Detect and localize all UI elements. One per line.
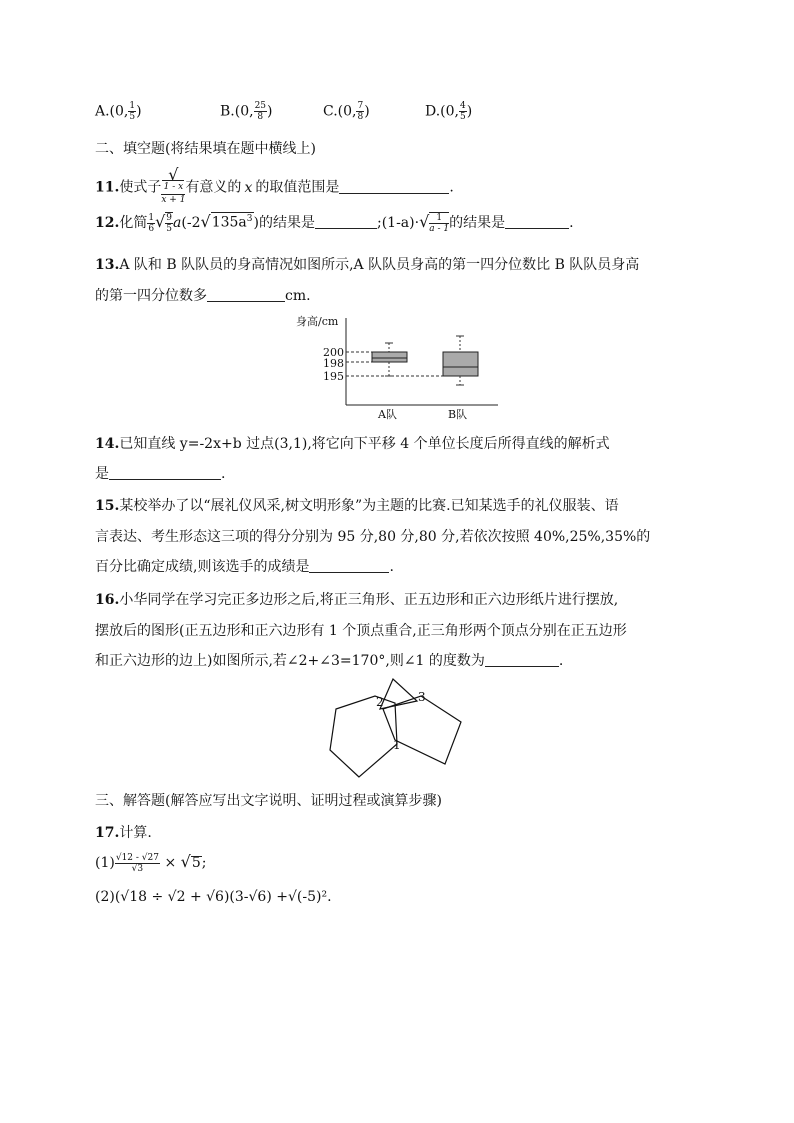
tick-200: 200 [323, 346, 344, 359]
option-a-label: A.(0, [95, 103, 129, 120]
q14-text: 是 [95, 466, 109, 482]
period: . [449, 179, 454, 196]
frac-den: 5 [129, 112, 136, 122]
frac-den: 8 [357, 112, 364, 122]
q16-text: 和正六边形的边上)如图所示,若∠2+∠3=170°,则∠1 的度数为 [95, 653, 485, 669]
q13-text: A 队和 B 队队员的身高情况如图所示,A 队队员身高的第一四分位数比 B 队队员身高 [119, 257, 640, 273]
section-3-heading: 三、解答题(解答应写出文字说明、证明过程或演算步骤) [95, 793, 442, 809]
question-number: 16. [95, 592, 120, 608]
q17-p1-fraction [115, 853, 160, 874]
option-b-frac [254, 101, 267, 122]
frac-num: 25 [254, 101, 267, 111]
angle-label-3: 3 [418, 690, 426, 704]
q14-text: 已知直线 y=-2x+b 过点(3,1),将它向下平移 4 个单位长度后所得直线的解析式 [119, 436, 610, 452]
frac-den: 6 [148, 223, 155, 234]
q11-var: x [244, 179, 253, 196]
q12-sep: ; [376, 215, 382, 231]
frac-num: √12 - √27 [115, 852, 159, 863]
question-number: 15. [95, 498, 120, 514]
q13-unit: cm. [285, 288, 311, 304]
question-number: 12. [95, 215, 120, 231]
q12-answer-blank-1[interactable] [315, 214, 377, 229]
q15-text: 某校举办了以“展礼仪风采,树文明形象”为主题的比赛.已知某选手的礼仪服装、语 [119, 498, 619, 514]
period: . [558, 653, 564, 669]
q11-radicand: 1 - x [163, 182, 184, 192]
q15-answer-blank[interactable] [309, 558, 389, 573]
q12-expr: (1-a)· [381, 215, 420, 231]
q12-text: 的结果是 [449, 215, 506, 231]
frac-num: 4 [460, 101, 466, 111]
frac-den: 5 [460, 112, 466, 122]
paren: ) [136, 103, 142, 120]
q11-text: 有意义的 [185, 179, 242, 196]
question-16-line2: 摆放后的图形(正五边形和正六边形有 1 个顶点重合,正三角形两个顶点分别在正五边形 [95, 623, 627, 639]
option-b-label: B.(0, [220, 103, 254, 120]
category-a: A队 [378, 408, 397, 421]
q12-radical [211, 212, 254, 230]
q13-text: 的第一四分位数多 [95, 288, 207, 304]
period: . [389, 559, 394, 575]
boxplot-figure [288, 310, 508, 425]
question-15-line1 [95, 495, 619, 515]
option-a-frac [128, 101, 136, 122]
question-13-line1 [95, 254, 639, 274]
frac-num: 1 [148, 212, 155, 223]
q16-text: 小华同学在学习完正多边形之后,将正三角形、正五边形和正六边形纸片进行摆放, [119, 592, 619, 608]
angle-label-1: 1 [393, 738, 401, 752]
question-16-line1 [95, 589, 618, 609]
question-14-line2 [95, 463, 225, 483]
option-d-label: D.(0, [425, 103, 459, 120]
question-14-line1 [95, 433, 610, 453]
q11-fraction: √ 1 - x x + 1 [161, 165, 186, 205]
q17-p1-radicand: 5 [191, 855, 201, 871]
question-number: 11. [95, 179, 120, 196]
option-d [425, 101, 472, 122]
frac-den: √3 [131, 863, 144, 874]
q11-answer-blank[interactable] [339, 179, 449, 194]
q14-answer-blank[interactable] [109, 465, 221, 480]
q12-root-frac [165, 212, 173, 234]
q11-denominator: x + 1 [161, 195, 186, 205]
option-a [95, 101, 142, 122]
q16-answer-blank[interactable] [485, 652, 559, 667]
semicolon: ; [201, 855, 207, 871]
frac-num: 7 [357, 101, 364, 111]
q12-coef [147, 213, 155, 234]
tick-198: 198 [323, 357, 344, 370]
q12-paren: (-2 [181, 215, 201, 231]
frac-den: a - 1 [429, 224, 450, 234]
frac-num: 1 [129, 101, 136, 111]
polygon-figure [325, 676, 470, 781]
frac-num: 9 [166, 213, 173, 223]
q12-text: 的结果是 [258, 215, 315, 231]
q12-exponent: 3 [246, 214, 253, 225]
paren: ) [364, 103, 370, 120]
q12-root-frac-2 [429, 212, 449, 234]
paren: ) [267, 103, 273, 120]
angle-label-2: 2 [376, 695, 384, 709]
option-b [220, 101, 272, 122]
q12-paren: ) [253, 215, 259, 231]
question-11 [95, 165, 454, 205]
a-box [372, 352, 407, 362]
question-number: 17. [95, 825, 120, 841]
q12-answer-blank-2[interactable] [505, 214, 569, 229]
period: . [221, 466, 226, 482]
question-17-title [95, 822, 152, 842]
q11-text: 使式子 [119, 179, 162, 196]
times-sign: × [164, 855, 177, 871]
q12-var: a [173, 215, 182, 231]
q12-text: 化简 [119, 215, 148, 231]
frac-den: 5 [166, 224, 173, 234]
part-label: (1) [95, 855, 115, 871]
paren: ) [466, 103, 473, 120]
question-17-part1: (1) $\frac{√12 - √27}{√3}$ × √5; [95, 852, 207, 874]
frac-den: 8 [257, 112, 264, 122]
question-16-line3 [95, 650, 563, 670]
question-15-line3 [95, 556, 394, 576]
category-b: B队 [448, 408, 468, 421]
frac-num: 1 [429, 213, 449, 224]
question-12: 12.化简 $\frac{1}{6}$ √ $\frac{9}{5}$ $a(-2√135a^3)$的结果是 ;(1-a)·√ $\frac{1}{a - 1}$ 的结果是 . [95, 212, 574, 234]
question-number: 14. [95, 436, 120, 452]
section-2-heading: 二、填空题(将结果填在题中横线上) [95, 141, 316, 157]
boxplot-ylabel: 身高/cm [296, 315, 339, 328]
question-number: 13. [95, 257, 120, 273]
tick-195: 195 [323, 370, 344, 383]
option-d-frac [459, 101, 467, 122]
q11-text: 的取值范围是 [255, 179, 340, 196]
q17-title-text: 计算. [119, 825, 152, 841]
q13-answer-blank[interactable] [207, 287, 285, 302]
option-c-label: C.(0, [323, 103, 357, 120]
q15-text: 百分比确定成绩,则该选手的成绩是 [95, 559, 310, 575]
option-c [323, 101, 370, 122]
b-box [443, 352, 478, 376]
question-17-part2: (2)(√18 ÷ √2 + √6)(3-√6) +√(-5)². [95, 889, 332, 905]
triangle-shape [380, 679, 417, 709]
question-13-line2 [95, 285, 311, 305]
question-15-line2: 言表达、考生形态这三项的得分分别为 95 分,80 分,80 分,若依次按照 40%,25%,35%的 [95, 529, 651, 545]
q12-radicand: 135a [211, 215, 247, 231]
period: . [569, 215, 574, 231]
